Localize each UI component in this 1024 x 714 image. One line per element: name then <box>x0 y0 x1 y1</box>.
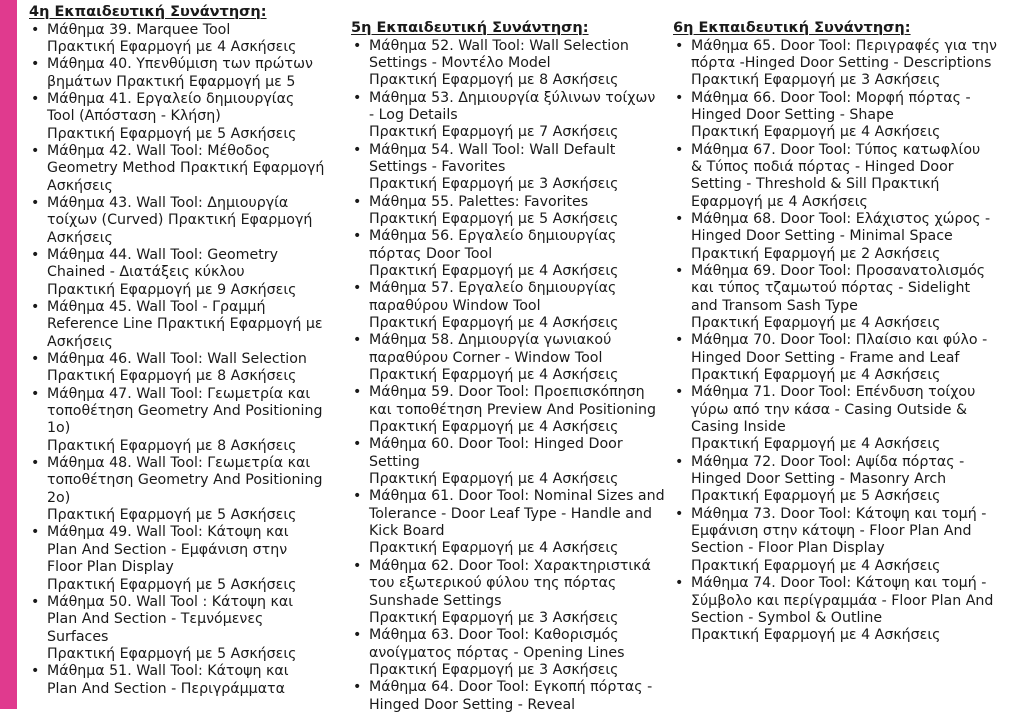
lesson-detail-line: Σύμβολο και περίγραμμάα - Floor Plan And <box>691 592 994 609</box>
lesson-detail-line: Πρακτική Εφαρμογή με 5 Ασκήσεις <box>369 210 619 227</box>
lesson-title: • Μάθημα 53. Δημιουργία ξύλινων τοίχων <box>369 89 656 106</box>
lesson-title: • Μάθημα 60. Door Tool: Hinged Door <box>369 436 623 453</box>
lesson-title: • Μάθημα 40. Υπενθύμιση των πρώτων <box>47 56 313 73</box>
lesson-detail-line: Section - Floor Plan Display <box>691 540 885 557</box>
lesson-detail-line: τοποθέτηση Geometry And Positioning <box>47 472 323 489</box>
lesson-detail-line: Ασκήσεις <box>47 229 113 246</box>
lesson-item <box>351 436 681 488</box>
lesson-detail-line: Setting - Threshold & Sill Πρακτική <box>691 176 940 193</box>
lesson-detail-line: Πρακτική Εφαρμογή με 4 Ασκήσεις <box>691 124 941 141</box>
lesson-detail-line: Hinged Door Setting - Reveal <box>369 696 576 713</box>
lesson-detail-line: Plan And Section - Τεμνόμενες <box>47 611 264 628</box>
lesson-detail-line: Πρακτική Εφαρμογή με 4 Ασκήσεις <box>369 419 619 436</box>
lesson-item <box>351 280 681 332</box>
lesson-detail-line: Πρακτική Εφαρμογή με 5 Ασκήσεις <box>691 488 941 505</box>
lesson-detail-line: Casing Inside <box>691 419 786 436</box>
lesson-title: • Μάθημα 66. Door Tool: Μορφή πόρτας - <box>691 89 971 106</box>
lesson-title: • Μάθημα 68. Door Tool: Ελάχιστος χώρος - <box>691 210 991 227</box>
lesson-list <box>351 38 681 714</box>
session-6-column <box>673 20 1018 645</box>
lesson-item <box>29 22 339 57</box>
lesson-item <box>29 594 339 663</box>
lesson-title: • Μάθημα 70. Door Tool: Πλαίσιο και φύλο - <box>691 332 988 349</box>
lesson-detail-line: παραθύρου Corner - Window Tool <box>369 349 603 366</box>
lesson-detail-line: Πρακτική Εφαρμογή με 2 Ασκήσεις <box>691 245 941 262</box>
lesson-title: • Μάθημα 73. Door Tool: Κάτοψη και τομή - <box>691 505 987 522</box>
lesson-detail-line: ανοίγματος πόρτας - Opening Lines <box>369 644 625 661</box>
lesson-detail-line: Surfaces <box>47 628 109 645</box>
lesson-title: • Μάθημα 52. Wall Tool: Wall Selection <box>369 37 629 54</box>
session-5-column <box>351 20 681 714</box>
session-heading: 5η Εκπαιδευτική Συνάντηση: <box>351 20 589 36</box>
lesson-detail-line: Πρακτική Εφαρμογή με 5 Ασκήσεις <box>47 507 297 524</box>
lesson-detail-line: τοίχων (Curved) Πρακτική Εφαρμογή <box>47 212 313 229</box>
lesson-detail-line: Πρακτική Εφαρμογή με 5 Ασκήσεις <box>47 645 297 662</box>
lesson-item <box>673 332 1018 384</box>
lesson-detail-line: Πρακτική Εφαρμογή με 7 Ασκήσεις <box>369 124 619 141</box>
lesson-title: • Μάθημα 46. Wall Tool: Wall Selection <box>47 351 307 368</box>
lesson-item <box>351 228 681 280</box>
lesson-detail-line: Πρακτική Εφαρμογή με 3 Ασκήσεις <box>691 72 941 89</box>
lesson-detail-line: Plan And Section - Περιγράμματα <box>47 680 285 697</box>
lesson-detail-line: Πρακτική Εφαρμογή με 8 Ασκήσεις <box>369 72 619 89</box>
lesson-detail-line: και τοποθέτηση Preview And Positioning <box>369 401 656 418</box>
pink-accent-bar <box>0 0 17 709</box>
lesson-title: • Μάθημα 71. Door Tool: Επένδυση τοίχου <box>691 384 976 401</box>
lesson-title: • Μάθημα 67. Door Tool: Τύπος κατωφλίου <box>691 141 981 158</box>
lesson-title: • Μάθημα 39. Marquee Tool <box>47 21 231 38</box>
lesson-item <box>29 195 339 247</box>
lesson-title: • Μάθημα 49. Wall Tool: Κάτοψη και <box>47 524 289 541</box>
lesson-item <box>29 143 339 195</box>
lesson-item <box>351 194 681 229</box>
lesson-item <box>673 142 1018 211</box>
lesson-title: • Μάθημα 55. Palettes: Favorites <box>369 193 589 210</box>
lesson-item <box>673 211 1018 263</box>
lesson-detail-line: Geometry Method Πρακτική Εφαρμογή <box>47 160 325 177</box>
lesson-item <box>673 90 1018 142</box>
lesson-detail-line: and Transom Sash Type <box>691 297 858 314</box>
lesson-title: • Μάθημα 48. Wall Tool: Γεωμετρία και <box>47 455 311 472</box>
lesson-title: • Μάθημα 43. Wall Tool: Δημιουργία <box>47 194 289 211</box>
lesson-title: • Μάθημα 41. Εργαλείο δημιουργίας <box>47 90 295 107</box>
lesson-title: • Μάθημα 56. Εργαλείο δημιουργίας <box>369 228 617 245</box>
lesson-item <box>351 384 681 436</box>
lesson-detail-line: Πρακτική Εφαρμογή με 4 Ασκήσεις <box>369 315 619 331</box>
lesson-item <box>351 142 681 194</box>
lesson-detail-line: Tool (Απόσταση - Κλήση) <box>47 108 221 125</box>
lesson-detail-line: Πρακτική Εφαρμογή με 4 Ασκήσεις <box>691 436 941 453</box>
lesson-detail-line: Sunshade Settings <box>369 592 502 609</box>
lesson-detail-line: Πρακτική Εφαρμογή με 4 Ασκήσεις <box>691 557 941 574</box>
lesson-title: • Μάθημα 58. Δημιουργία γωνιακού <box>369 332 612 349</box>
lesson-detail-line: Hinged Door Setting - Frame and Leaf <box>691 349 960 366</box>
lesson-item <box>351 90 681 142</box>
lesson-detail-line: τοποθέτηση Geometry And Positioning <box>47 403 323 420</box>
lesson-detail-line: Kick Board <box>369 523 445 540</box>
lesson-detail-line: Plan And Section - Εμφάνιση στην <box>47 541 288 558</box>
lesson-item <box>351 332 681 384</box>
lesson-item <box>29 351 339 386</box>
lesson-item <box>673 506 1018 575</box>
lesson-title: • Μάθημα 44. Wall Tool: Geometry <box>47 246 279 263</box>
lesson-title: • Μάθημα 62. Door Tool: Χαρακτηριστικά <box>369 557 651 574</box>
lesson-detail-line: Πρακτική Εφαρμογή με 4 Ασκήσεις <box>691 315 941 331</box>
lesson-detail-line: Πρακτική Εφαρμογή με 8 Ασκήσεις <box>47 368 297 385</box>
lesson-detail-line: Πρακτική Εφαρμογή με 3 Ασκήσεις <box>369 661 619 678</box>
lesson-detail-line: Εμφάνιση στην κάτοψη - Floor Plan And <box>691 523 972 540</box>
lesson-item <box>29 247 339 299</box>
lesson-detail-line: Reference Line Πρακτική Εφαρμογή με <box>47 316 323 333</box>
lesson-detail-line: 2ο) <box>47 489 71 506</box>
lesson-detail-line: & Τύπος ποδιά πόρτας - Hinged Door <box>691 158 954 175</box>
lesson-item <box>29 299 339 351</box>
lesson-detail-line: Settings - Favorites <box>369 158 506 175</box>
lesson-title: • Μάθημα 72. Door Tool: Αψίδα πόρτας - <box>691 453 965 470</box>
lesson-title: • Μάθημα 65. Door Tool: Περιγραφές για την <box>691 37 997 54</box>
lesson-item <box>351 627 681 679</box>
lesson-item <box>673 575 1018 644</box>
lesson-detail-line: Tolerance - Door Leaf Type - Handle and <box>369 505 652 522</box>
lesson-detail-line: Hinged Door Setting - Masonry Arch <box>691 471 947 488</box>
session-4-column <box>29 4 339 698</box>
lesson-detail-line: Settings - Μοντέλο Model <box>369 54 551 71</box>
lesson-item <box>29 91 339 143</box>
lesson-detail-line: Hinged Door Setting - Minimal Space <box>691 228 953 245</box>
lesson-detail-line: του εξωτερικού φύλου της πόρτας <box>369 575 617 592</box>
lesson-title: • Μάθημα 74. Door Tool: Κάτοψη και τομή - <box>691 575 987 592</box>
lesson-detail-line: - Log Details <box>369 106 458 123</box>
lesson-title: • Μάθημα 57. Εργαλείο δημιουργίας <box>369 280 617 297</box>
lesson-detail-line: Εφαρμογή με 4 Ασκήσεις <box>691 193 868 210</box>
lesson-detail-line: Πρακτική Εφαρμογή με 4 Ασκήσεις <box>369 471 619 488</box>
lesson-detail-line: Πρακτική Εφαρμογή με 4 Ασκήσεις <box>691 367 941 384</box>
lesson-detail-line: και τύπος τζαμωτού πόρτας - Sidelight <box>691 280 971 297</box>
lesson-detail-line: Πρακτική Εφαρμογή με 4 Ασκήσεις <box>691 627 941 644</box>
lesson-detail-line: Πρακτική Εφαρμογή με 5 Ασκήσεις <box>47 125 297 142</box>
lesson-title: • Μάθημα 51. Wall Tool: Κάτοψη και <box>47 663 289 680</box>
lesson-item <box>29 455 339 524</box>
lesson-title: • Μάθημα 54. Wall Tool: Wall Default <box>369 141 616 158</box>
lesson-title: • Μάθημα 50. Wall Tool : Κάτοψη και <box>47 593 294 610</box>
lesson-item <box>673 384 1018 453</box>
lesson-detail-line: Πρακτική Εφαρμογή με 4 Ασκήσεις <box>47 38 297 55</box>
lesson-title: • Μάθημα 63. Door Tool: Καθορισμός <box>369 627 619 644</box>
lesson-title: • Μάθημα 61. Door Tool: Nominal Sizes and <box>369 488 665 505</box>
lesson-detail-line: Section - Symbol & Outline <box>691 609 883 626</box>
lesson-detail-line: Πρακτική Εφαρμογή με 4 Ασκήσεις <box>369 367 619 384</box>
lesson-list <box>29 22 339 698</box>
lesson-item <box>29 386 339 455</box>
lesson-detail-line: Πρακτική Εφαρμογή με 4 Ασκήσεις <box>369 540 619 557</box>
lesson-detail-line: Floor Plan Display <box>47 559 174 576</box>
lesson-item <box>673 454 1018 506</box>
lesson-title: • Μάθημα 47. Wall Tool: Γεωμετρία και <box>47 385 311 402</box>
lesson-detail-line: Πρακτική Εφαρμογή με 3 Ασκήσεις <box>369 609 619 626</box>
session-heading: 6η Εκπαιδευτική Συνάντηση: <box>673 20 911 36</box>
lesson-detail-line: Hinged Door Setting - Shape <box>691 106 894 123</box>
lesson-item <box>29 524 339 593</box>
lesson-detail-line: βημάτων Πρακτική Εφαρμογή με 5 <box>47 73 296 90</box>
lesson-title: • Μάθημα 45. Wall Tool - Γραμμή <box>47 299 266 315</box>
lesson-detail-line: Πρακτική Εφαρμογή με 3 Ασκήσεις <box>369 176 619 193</box>
lesson-detail-line: Πρακτική Εφαρμογή με 5 Ασκήσεις <box>47 576 297 593</box>
lesson-item <box>351 558 681 627</box>
lesson-item <box>351 38 681 90</box>
lesson-detail-line: Ασκήσεις <box>47 333 113 350</box>
lesson-detail-line: παραθύρου Window Tool <box>369 297 541 314</box>
lesson-detail-line: Πρακτική Εφαρμογή με 4 Ασκήσεις <box>369 262 619 279</box>
lesson-detail-line: πόρτας Door Tool <box>369 245 493 262</box>
lesson-detail-line: Πρακτική Εφαρμογή με 8 Ασκήσεις <box>47 437 297 454</box>
lesson-detail-line: Πρακτική Εφαρμογή με 9 Ασκήσεις <box>47 281 297 298</box>
lesson-title: • Μάθημα 69. Door Tool: Προσανατολισμός <box>691 262 986 279</box>
lesson-title: • Μάθημα 42. Wall Tool: Μέθοδος <box>47 142 271 159</box>
lesson-detail-line: Setting <box>369 453 420 470</box>
lesson-detail-line: Chained - Διατάξεις κύκλου <box>47 264 245 281</box>
lesson-title: • Μάθημα 64. Door Tool: Εγκοπή πόρτας - <box>369 679 653 696</box>
lesson-item <box>351 488 681 557</box>
lesson-list <box>673 38 1018 645</box>
lesson-detail-line: γύρω από την κάσα - Casing Outside & <box>691 401 968 418</box>
lesson-item <box>673 263 1018 332</box>
lesson-item <box>673 38 1018 90</box>
lesson-title: • Μάθημα 59. Door Tool: Προεπισκόπηση <box>369 384 645 401</box>
lesson-detail-line: 1ο) <box>47 420 71 437</box>
lesson-item <box>29 56 339 91</box>
lesson-detail-line: Ασκήσεις <box>47 177 113 194</box>
session-heading: 4η Εκπαιδευτική Συνάντηση: <box>29 4 267 20</box>
lesson-detail-line: πόρτα -Hinged Door Setting - Descriptions <box>691 54 992 71</box>
lesson-item <box>29 663 339 698</box>
